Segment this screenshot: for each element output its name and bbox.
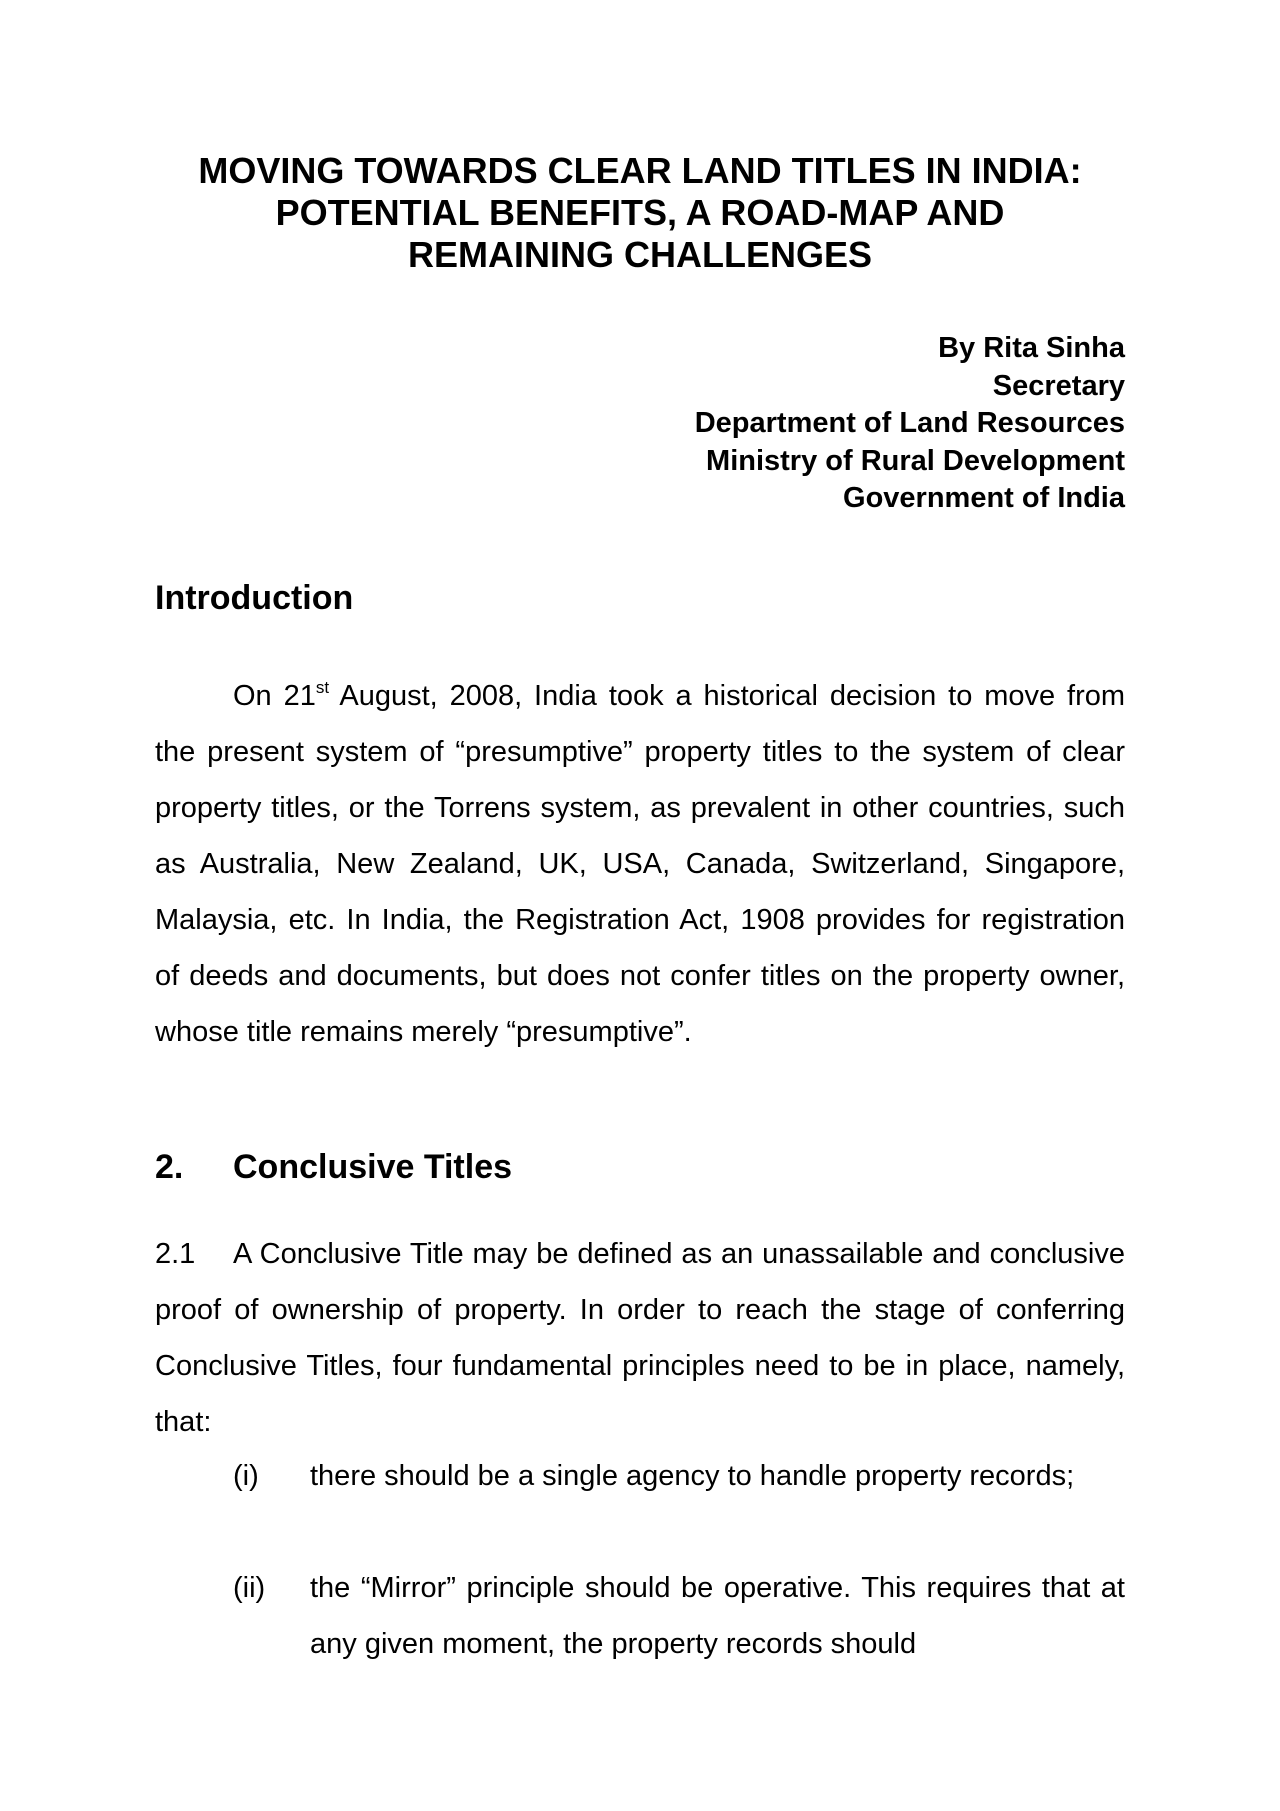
author-byline	[695, 330, 1125, 518]
section-2-1-paragraph	[155, 1226, 1125, 1450]
section-2-1-number: 2.1	[155, 1238, 196, 1270]
section-2-title: Conclusive Titles	[233, 1148, 513, 1186]
author-name: By Rita Sinha	[938, 332, 1125, 364]
introduction-paragraph	[155, 668, 1125, 1060]
section-2-heading	[155, 1147, 512, 1187]
intro-ordinal-suffix: st	[315, 678, 330, 697]
title-line-3: REMAINING CHALLENGES	[407, 234, 872, 275]
document-title	[150, 150, 1130, 276]
author-department: Department of Land Resources	[694, 407, 1125, 439]
author-ministry: Ministry of Rural Development	[706, 444, 1125, 477]
author-position: Secretary	[992, 369, 1125, 402]
list-item-text: there should be a single agency to handle property records;	[310, 1460, 1075, 1492]
author-government: Government of India	[843, 482, 1125, 514]
title-line-1: MOVING TOWARDS CLEAR LAND TITLES IN INDIA:	[198, 150, 1082, 191]
section-2-number: 2.	[155, 1148, 184, 1186]
section-2-1-text: A Conclusive Title may be defined as an unassailable and conclusive proof of ownership of property. In order to reach the stage of conferring Conclusive Titles, four fundamental principles need to be in place, namely, that:	[155, 1238, 1125, 1438]
list-item	[155, 1448, 1125, 1504]
introduction-heading: Introduction	[155, 579, 354, 617]
list-item-text: the “Mirror” principle should be operative. This requires that at any given moment, the property records should	[310, 1572, 1125, 1660]
list-item	[155, 1560, 1125, 1672]
list-item-marker: (i)	[233, 1460, 259, 1492]
intro-text-rest: August, 2008, India took a historical decision to move from the present system of “presumptive” property titles to the system of clear property titles, or the Torrens system, as prevalent in other countries, such as Australia, New Zealand, UK, USA, Canada, Switzerland, Singapore, Malaysia, etc. In India, the Registration Act, 1908 provides for registration of deeds and documents, but does not confer titles on the property owner, whose title remains merely “presumptive”.	[155, 680, 1126, 1048]
intro-text-start: On 21	[233, 680, 316, 712]
list-item-marker: (ii)	[233, 1572, 266, 1604]
title-line-2: POTENTIAL BENEFITS, A ROAD-MAP AND	[275, 192, 1005, 233]
